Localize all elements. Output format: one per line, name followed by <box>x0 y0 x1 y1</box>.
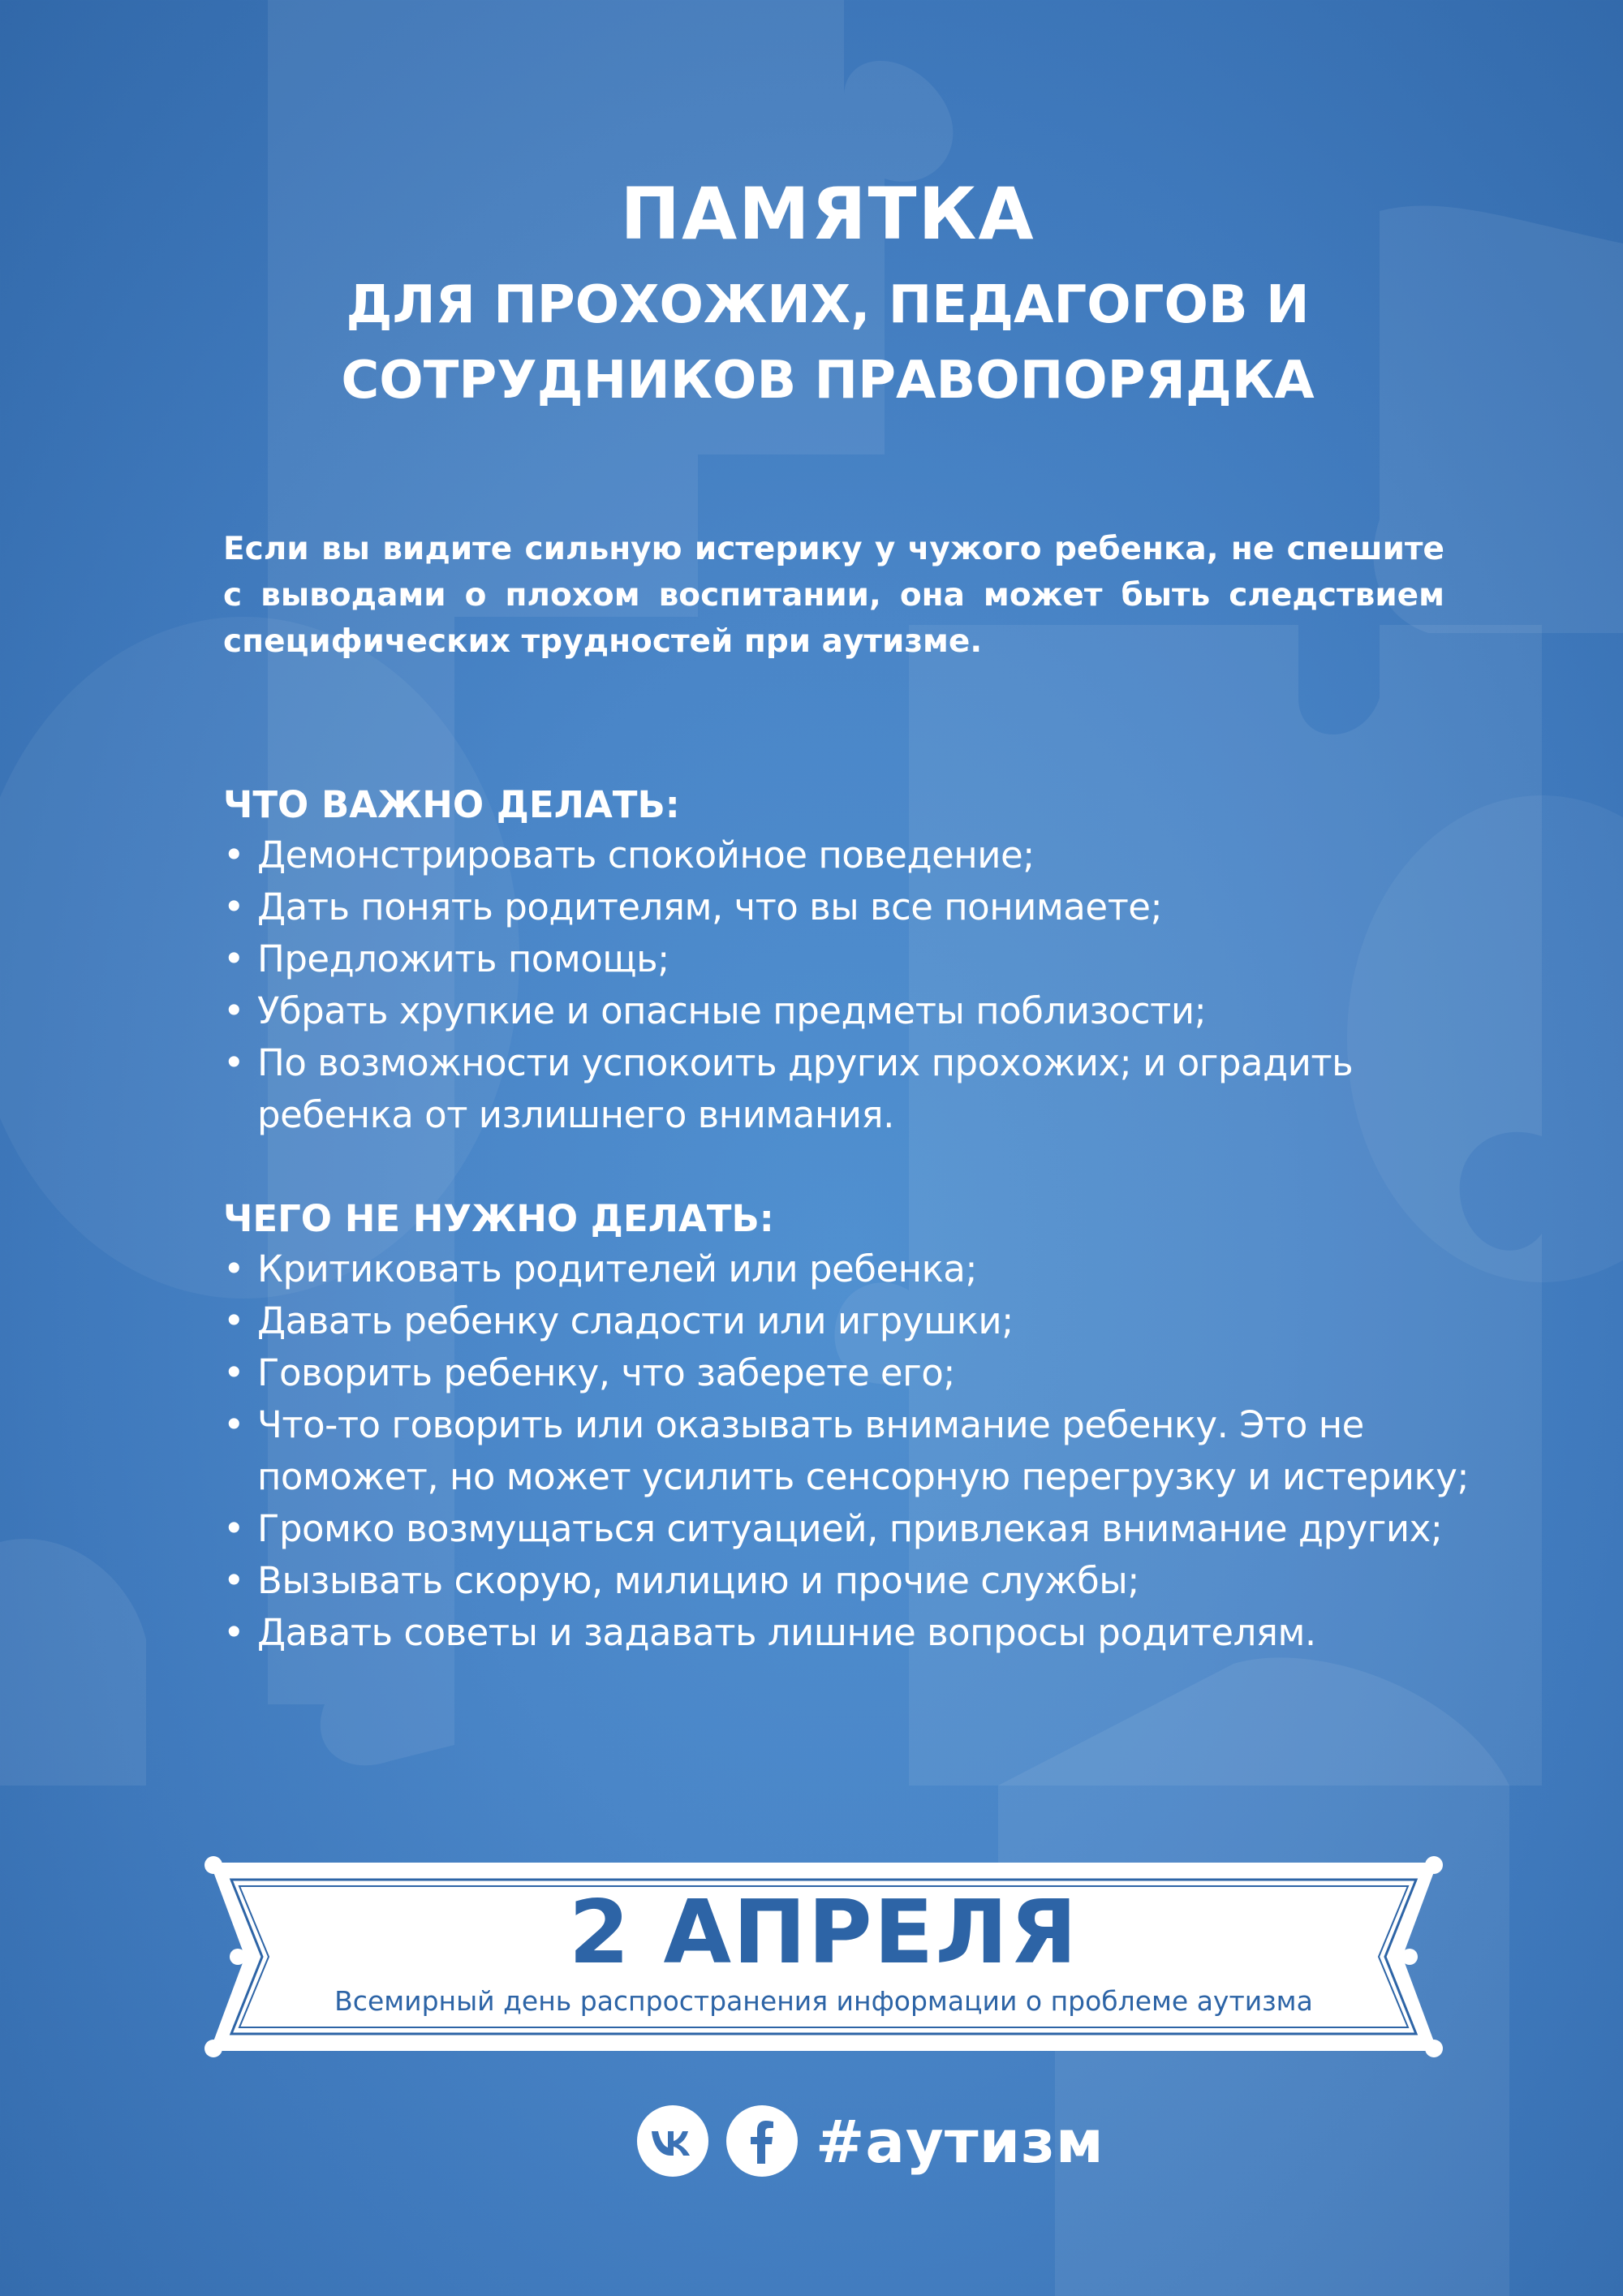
bullet: • <box>223 1247 245 1290</box>
dont-section-heading: ЧЕГО НЕ НУЖНО ДЕЛАТЬ: <box>223 1197 774 1240</box>
list-item: • Громко возмущаться ситуацией, привлекая внимание других; <box>223 1503 1489 1555</box>
bullet: • <box>223 834 245 877</box>
list-item: • Дать понять родителям, что вы все понимаете; <box>223 881 1489 933</box>
bullet: • <box>223 1299 245 1342</box>
page-subtitle <box>0 268 1623 419</box>
bullet: • <box>223 1559 245 1602</box>
bullet: • <box>223 1611 245 1654</box>
list-item: • Говорить ребенку, что заберете его; <box>223 1347 1489 1399</box>
list-item: • Что-то говорить или оказывать внимание ребенку. Это не поможет, но может усилить сенсорную перегрузку и истерику; <box>223 1399 1489 1503</box>
list-item: • Критиковать родителей или ребенка; <box>223 1243 1489 1295</box>
vk-icon[interactable] <box>637 2105 708 2177</box>
bullet: • <box>223 885 245 928</box>
do-list <box>223 829 1489 1141</box>
banner-caption: Всемирный день распространения информации о проблеме аутизма <box>334 1985 1313 2017</box>
list-item: • Давать ребенку сладости или игрушки; <box>223 1295 1489 1347</box>
list-item: • Предложить помощь; <box>223 933 1489 985</box>
list-item: • Убрать хрупкие и опасные предметы поблизости; <box>223 985 1489 1037</box>
bullet: • <box>223 937 245 980</box>
list-item: • Вызывать скорую, милицию и прочие службы; <box>223 1555 1489 1607</box>
hashtag[interactable]: #аутизм <box>816 2108 1104 2176</box>
bullet: • <box>223 1351 245 1394</box>
dont-list <box>223 1243 1489 1659</box>
subtitle-line-2: СОТРУДНИКОВ ПРАВОПОРЯДКА <box>341 351 1315 411</box>
do-section-heading: ЧТО ВАЖНО ДЕЛАТЬ: <box>223 783 680 826</box>
page-title: ПАМЯТКА <box>620 172 1035 256</box>
subtitle-line-1: ДЛЯ ПРОХОЖИХ, ПЕДАГОГОВ И <box>346 275 1310 335</box>
bullet: • <box>223 1403 245 1446</box>
banner-date: 2 АПРЕЛЯ <box>568 1882 1079 1984</box>
date-banner <box>199 1850 1449 2063</box>
bullet: • <box>223 989 245 1032</box>
bullet: • <box>223 1507 245 1550</box>
facebook-icon[interactable] <box>726 2105 798 2177</box>
list-item: • Демонстрировать спокойное поведение; <box>223 829 1489 881</box>
bullet: • <box>223 1041 245 1084</box>
list-item: • Давать советы и задавать лишние вопросы родителям. <box>223 1607 1489 1659</box>
intro-paragraph: Если вы видите сильную истерику у чужого ребенка, не спешите с выводами о плохом воспитании, она может быть следствием специфических трудностей при аутизме. <box>223 531 1444 660</box>
list-item: • По возможности успокоить других прохожих; и оградить ребенка от излишнего внимания. <box>223 1037 1489 1141</box>
